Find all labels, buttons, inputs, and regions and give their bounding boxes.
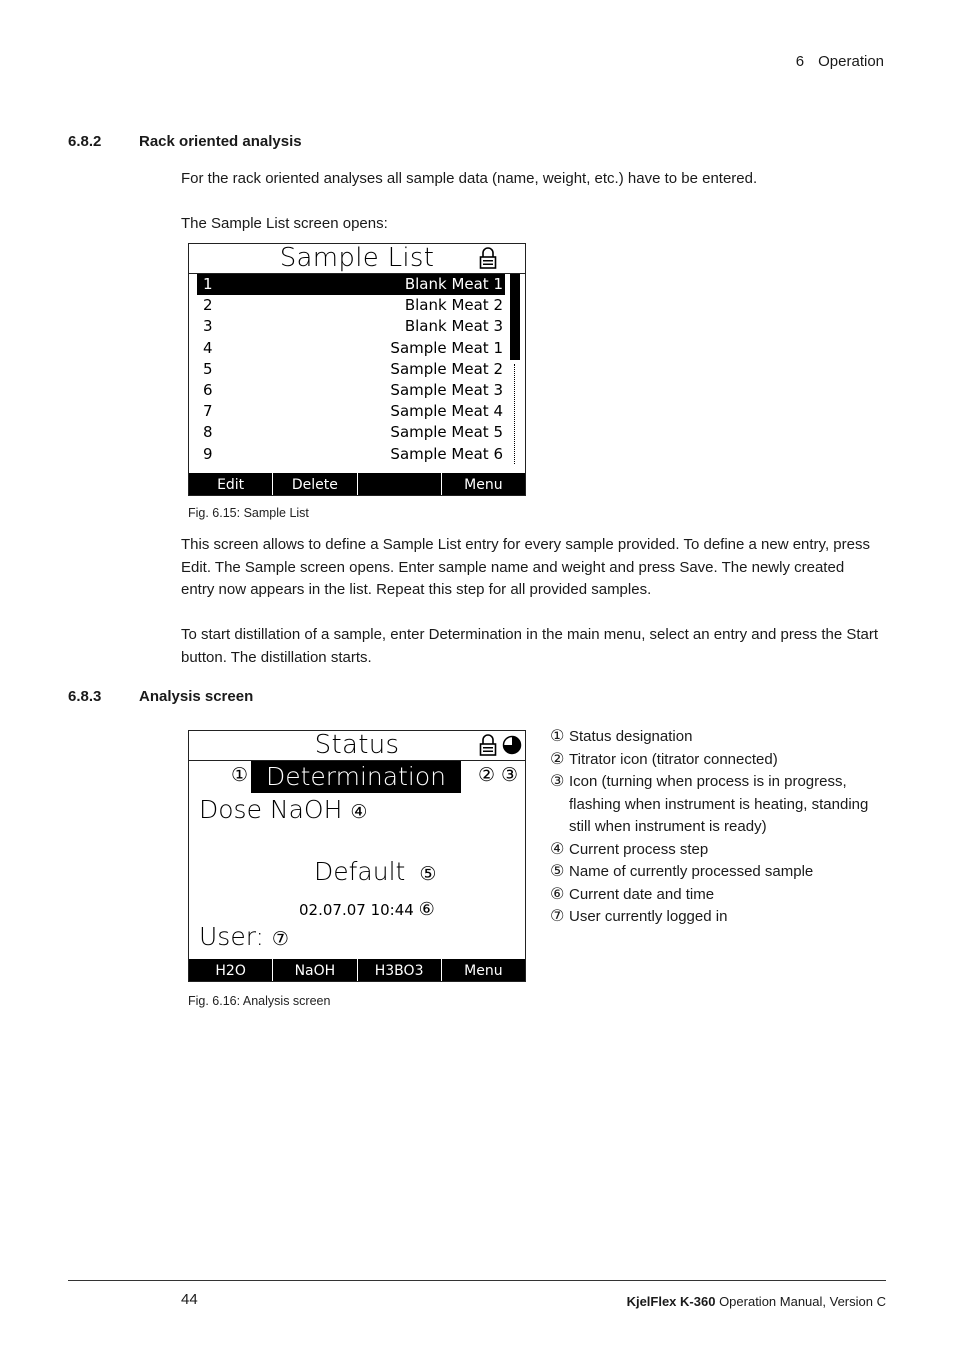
date-time-text: 02.07.07 10:44 <box>299 901 414 919</box>
list-item[interactable]: 7 Sample Meat 4 <box>203 402 503 421</box>
marker-6: ⑥ <box>418 899 435 920</box>
scrollbar-track <box>514 364 515 464</box>
h3bo3-softkey[interactable]: H3BO3 <box>358 959 442 981</box>
list-item[interactable]: 4 Sample Meat 1 <box>203 338 503 357</box>
running-header <box>796 53 884 70</box>
section-title-683: Analysis screen <box>139 688 254 705</box>
edit-softkey[interactable]: Edit <box>189 473 273 495</box>
delete-softkey[interactable]: Delete <box>273 473 357 495</box>
footer-product: KjelFlex K-360 <box>626 1294 716 1309</box>
footer-document <box>627 1294 886 1309</box>
sample-name-text: Default <box>314 857 406 886</box>
list-item[interactable]: 5 Sample Meat 2 <box>203 359 503 378</box>
analysis-screen <box>188 730 526 982</box>
h2o-softkey[interactable]: H2O <box>189 959 273 981</box>
menu-softkey[interactable]: Menu <box>464 477 503 493</box>
callout-item: ④ Current process step <box>550 840 709 858</box>
screen-title: Sample List <box>279 243 435 273</box>
footer-divider <box>68 1280 886 1281</box>
figure-caption-615: Fig. 6.15: Sample List <box>188 506 309 520</box>
lock-icon <box>479 734 497 756</box>
section-number-682: 6.8.2 <box>68 133 102 150</box>
section-number-683: 6.8.3 <box>68 688 102 705</box>
callout-item: ② Titrator icon (titrator connected) <box>550 750 778 768</box>
paragraph-start-distillation: To start distillation of a sample, enter Determination in the main menu, select an entry and press the Start button. The distillation starts. <box>181 626 879 666</box>
callout-item: ① Status designation <box>550 728 693 745</box>
callout-item: ⑤ Name of currently processed sample <box>550 863 814 880</box>
sample-list <box>197 274 505 465</box>
list-item[interactable]: 1 Blank Meat 1 <box>197 274 505 295</box>
paragraph-screen-opens: The Sample List screen opens: <box>181 215 388 232</box>
marker-4: ④ <box>350 801 368 823</box>
user-label: User: <box>199 922 264 951</box>
lock-icon <box>479 247 497 269</box>
footer-doc-title: Operation Manual, Version C <box>719 1294 886 1309</box>
chapter-title: Operation <box>818 53 884 70</box>
status-determination: Determination <box>251 761 461 793</box>
sample-list-screen <box>188 243 526 496</box>
process-step <box>199 794 367 828</box>
scrollbar[interactable] <box>510 274 520 464</box>
section-title-682: Rack oriented analysis <box>139 133 302 150</box>
screen-title-bar <box>189 731 525 761</box>
user-line <box>199 921 289 955</box>
paragraph-intro: For the rack oriented analyses all sample data (name, weight, etc.) have to be entered. <box>181 170 758 187</box>
marker-1: ① <box>231 764 249 786</box>
screen-title-bar <box>189 244 525 274</box>
marker-7: ⑦ <box>271 928 289 950</box>
page-number: 44 <box>181 1291 198 1308</box>
callout-item: ⑦ User currently logged in <box>550 908 728 925</box>
naoh-softkey[interactable]: NaOH <box>273 959 357 981</box>
softkey-bar <box>189 959 525 981</box>
process-step-text: Dose NaOH <box>199 795 343 824</box>
callout-item: ③ Icon (turning when process is in progress, flashing when instrument is heating, standing still when instrument is ready) <box>550 773 869 835</box>
empty-softkey[interactable] <box>358 473 442 495</box>
list-item[interactable]: 9 Sample Meat 6 <box>203 444 503 463</box>
list-item[interactable]: 3 Blank Meat 3 <box>203 317 503 336</box>
screen-title: Status <box>314 730 400 760</box>
chapter-number: 6 <box>795 53 805 70</box>
softkey-bar <box>189 473 525 495</box>
scrollbar-thumb[interactable] <box>510 274 520 360</box>
list-item[interactable]: 6 Sample Meat 3 <box>203 380 503 399</box>
paragraph-sample-list: This screen allows to define a Sample List entry for every sample provided. To define a new entry, press Edit. The Sample screen opens. Enter sample name and weight and press Save. The newly created entry now appears in the list. Repeat this step for all provided samples. <box>181 536 870 598</box>
marker-3: ③ <box>501 764 519 786</box>
marker-2: ② <box>478 764 496 786</box>
figure-caption-616: Fig. 6.16: Analysis screen <box>188 994 331 1008</box>
menu-softkey[interactable]: Menu <box>464 963 503 979</box>
date-time <box>299 899 435 921</box>
list-item[interactable]: 8 Sample Meat 5 <box>203 423 503 442</box>
callout-item: ⑥ Current date and time <box>550 885 715 903</box>
list-item[interactable]: 2 Blank Meat 2 <box>203 296 503 315</box>
marker-5: ⑤ <box>419 863 437 885</box>
sample-name <box>314 856 436 890</box>
callout-legend <box>550 726 886 929</box>
pie-progress-icon <box>502 735 522 755</box>
